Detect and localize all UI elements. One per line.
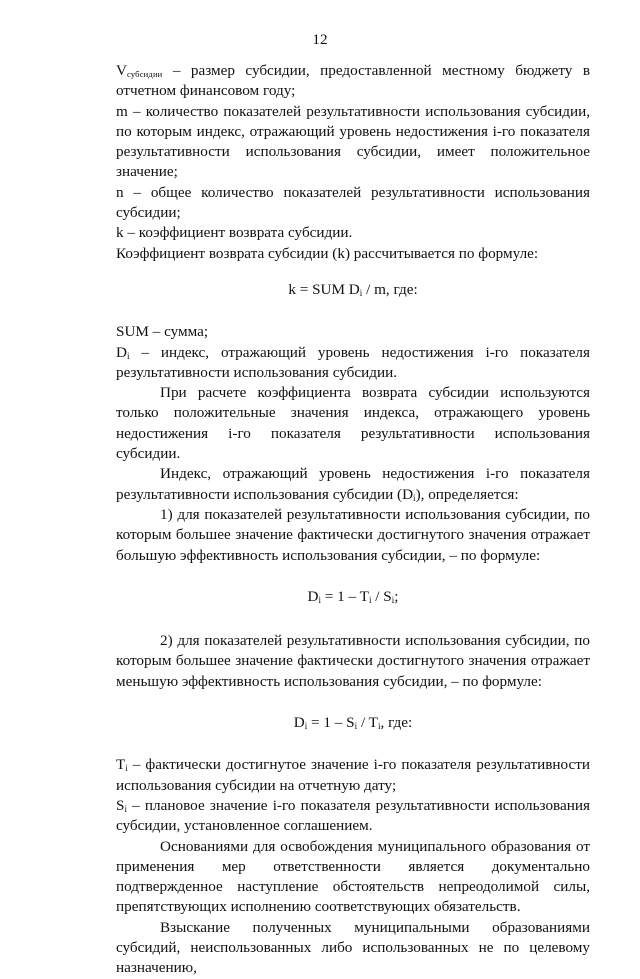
symbol-s: S <box>116 796 125 814</box>
f2-eq: = 1 – T <box>321 587 369 605</box>
def-v-subsidy <box>116 61 590 102</box>
def-k: k – коэффициент возврата субсидии. <box>116 224 353 242</box>
f2-d: D <box>307 587 319 605</box>
formula-intro-k: Коэффициент возврата субсидии (k) рассчитывается по формуле: <box>116 244 539 262</box>
symbol-s-subscript: i <box>124 803 127 814</box>
def-ti-text: – фактически достигнутое значение i-го показателя результативности использования субсидии на отчетную дату; <box>116 756 590 794</box>
paragraph-recovery: Взыскание полученных муниципальными образованиями субсидий, неиспользованных либо использованных не по целевому назначению, <box>116 918 590 977</box>
document-body <box>116 61 590 979</box>
f3-sub2: i <box>354 721 358 732</box>
paragraph-case-1: 1) для показателей результативности использования субсидии, по которым большее значение фактически достигнутого значения отражает большую эффективность использования субсидии, – по формуле: <box>116 505 590 564</box>
f3-slash: / T <box>357 714 378 732</box>
f3-d: D <box>293 714 305 732</box>
symbol-v: V <box>116 62 127 79</box>
f3-sub1: i <box>304 721 308 732</box>
paragraph-case-2: 2) для показателей результативности использования субсидии, по которым большее значение фактически достигнутого значения отражает меньшую эффективность использования субсидии, – по формуле: <box>116 632 590 690</box>
f2-sub3: i <box>391 594 395 605</box>
symbol-d: D <box>116 343 127 361</box>
f2-sub2: i <box>368 594 372 605</box>
formula-di-case-1 <box>116 587 590 607</box>
paragraph-exemption: Основаниями для освобождения муниципального образования от применения мер ответственности является документально подтвержденное наступление обстоятельств непреодолимой силы, препятствующих исполнению соответствующих обязательств. <box>116 837 590 916</box>
def-sum: SUM – сумма; <box>116 323 209 341</box>
symbol-d-subscript: i <box>126 350 130 361</box>
def-si <box>116 796 590 837</box>
index-def-part1: Индекс, отражающий уровень недостижения i-го показателя результативности использования субсидии (D <box>116 465 590 503</box>
paragraph-positive-values: При расчете коэффициента возврата субсидии используются только положительные значения индекса, отражающего уровень недостижения i-го показателя результативности использования субсидии. <box>116 384 590 463</box>
page-number: 12 <box>312 31 328 48</box>
def-v-text: – размер субсидии, предоставленной местному бюджету в отчетном финансовом году; <box>116 62 590 100</box>
formula-di-case-2 <box>116 713 590 733</box>
formula-k-part1: k = SUM D <box>288 280 360 298</box>
formula-k-sub: i <box>359 287 363 298</box>
formula-k-part2: / m, где: <box>362 280 418 298</box>
f3-sub3: i <box>377 721 381 732</box>
def-si-text: – плановое значение i-го показателя результативности использования субсидии, установленное соглашением. <box>116 796 590 835</box>
def-di-text: – индекс, отражающий уровень недостижения i-го показателя результативности использования субсидии. <box>116 343 590 381</box>
paragraph-index-definition <box>116 464 590 505</box>
def-m: m – количество показателей результативности использования субсидии, по которым индекс, отражающий уровень недостижения i-го показателя результативности использования субсидии, имеет положительное значение; <box>116 102 590 181</box>
f3-eq: = 1 – S <box>307 714 355 732</box>
def-di <box>116 343 590 384</box>
symbol-t-subscript: i <box>125 763 128 774</box>
formula-k <box>116 280 590 300</box>
index-def-part2: ), определяется: <box>415 485 519 503</box>
index-def-sub: i <box>413 492 416 503</box>
f3-end: , где: <box>380 714 413 732</box>
f2-sub1: i <box>318 594 321 605</box>
symbol-v-subscript: субсидии <box>126 69 163 79</box>
f2-slash: / S <box>371 587 392 605</box>
def-n: n – общее количество показателей результативности использования субсидии; <box>116 183 590 222</box>
symbol-t: T <box>116 756 126 774</box>
def-ti <box>116 755 590 796</box>
f2-end: ; <box>394 587 399 605</box>
